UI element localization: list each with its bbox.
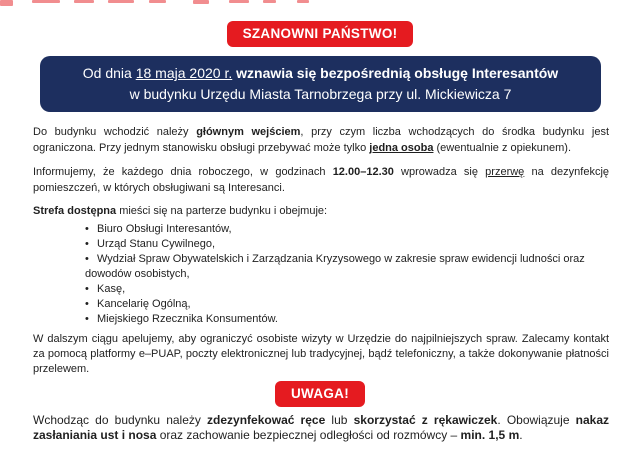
list-item xyxy=(85,252,609,282)
list-item-label: Urząd Stanu Cywilnego, xyxy=(97,237,216,250)
list-item xyxy=(85,237,609,252)
access-zone-heading: Strefa dostępna mieści się na parterze budynku i obejmuje: xyxy=(33,205,328,217)
list-item xyxy=(85,222,609,237)
crop-artifact-mark xyxy=(297,0,309,3)
crop-artifact-mark xyxy=(32,0,60,3)
paragraph-disinfection-break: Informujemy, że każdego dnia roboczego, w godzinach 12.00–12.30 wprowadza się przerwę na dezynfekcję pomieszczeń, w których obsługiwani są Interesanci. xyxy=(33,166,610,194)
list-item-label: Biuro Obsługi Interesantów, xyxy=(97,222,232,235)
notice-banner xyxy=(40,56,601,112)
bullet-icon: • xyxy=(85,237,89,250)
announcement-body xyxy=(0,125,640,377)
cropped-top-artifacts xyxy=(0,0,640,8)
paragraph-safety-rules: Wchodząc do budynku należy zdezynfekować ręce lub skorzystać z rękawiczek. Obowiązuje nakaz zasłaniania ust i nosa oraz zachowanie bezpiecznej odległości od rozmówcy – min. 1,5 m. xyxy=(33,412,610,442)
crop-artifact-mark xyxy=(0,0,13,6)
crop-artifact-mark xyxy=(193,0,209,4)
crop-artifact-mark xyxy=(149,0,166,3)
list-item xyxy=(85,282,609,297)
list-item-label: Wydział Spraw Obywatelskich i Zarządzania Kryzysowego w zakresie spraw ewidencji ludności oraz dowodów osobistych, xyxy=(85,252,585,280)
greeting-banner: SZANOWNI PAŃSTWO! xyxy=(227,21,414,47)
notice-line-1: Od dnia 18 maja 2020 r. wznawia się bezpośrednią obsługę Interesantów xyxy=(82,65,559,81)
list-item xyxy=(85,312,609,327)
access-zone-list xyxy=(33,222,609,327)
crop-artifact-mark xyxy=(108,0,134,3)
bullet-icon: • xyxy=(85,252,89,265)
bullet-icon: • xyxy=(85,282,89,295)
warning-banner: UWAGA! xyxy=(275,381,365,407)
bullet-icon: • xyxy=(85,222,89,235)
bullet-icon: • xyxy=(85,297,89,310)
paragraph-entry-rules: Do budynku wchodzić należy głównym wejściem, przy czym liczba wchodzących do środka budynku jest ograniczona. Przy jednym stanowisku obsługi przebywać może tylko jedna osoba (ewentualnie z opiekunem). xyxy=(33,126,609,154)
list-item-label: Kasę, xyxy=(97,282,126,295)
list-item-label: Miejskiego Rzecznika Konsumentów. xyxy=(97,312,278,325)
paragraph-remote-contact: W dalszym ciągu apelujemy, aby ograniczyć osobiste wizyty w Urzędzie do najpilniejszych spraw. Zalecamy kontakt za pomocą platformy e–PUAP, poczty elektronicznej lub tradycyjnej, bądź telefoniczny, a także dokonywanie płatności przelewem. xyxy=(33,332,609,375)
crop-artifact-mark xyxy=(74,0,94,3)
bullet-icon: • xyxy=(85,312,89,325)
announcement-footer xyxy=(0,413,640,444)
crop-artifact-mark xyxy=(263,0,276,3)
list-item-label: Kancelarię Ogólną, xyxy=(97,297,191,310)
list-item xyxy=(85,297,609,312)
crop-artifact-mark xyxy=(229,0,249,3)
notice-line-2: w budynku Urzędu Miasta Tarnobrzega przy ul. Mickiewicza 7 xyxy=(129,86,512,102)
